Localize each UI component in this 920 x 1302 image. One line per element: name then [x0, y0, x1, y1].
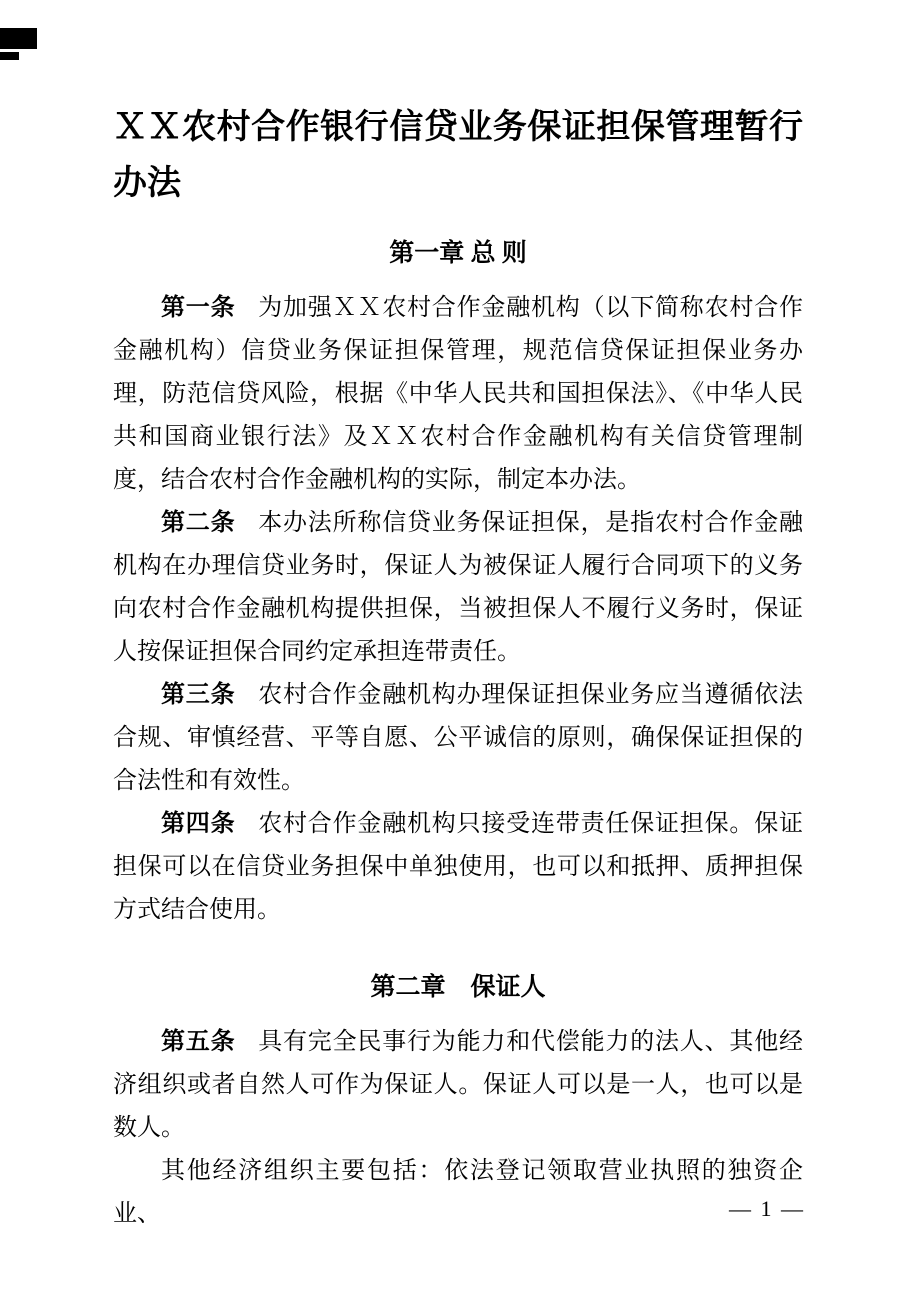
article-5-label: 第五条 — [161, 1029, 236, 1055]
article-1-paragraph — [113, 287, 803, 502]
article-2-label: 第二条 — [161, 510, 236, 536]
scan-artifact-icon — [0, 52, 19, 60]
article-2-text: 本办法所称信贷业务保证担保，是指农村合作金融机构在办理信贷业务时，保证人为被保证人履行合同项下的义务向农村合作金融机构提供担保，当被担保人不履行义务时，保证人按保证担保合同约定承担连带责任。 — [113, 510, 804, 665]
article-1-text: 为加强ＸＸ农村合作金融机构（以下简称农村合作金融机构）信贷业务保证担保管理，规范信贷保证担保业务办理，防范信贷风险，根据《中华人民共和国担保法》、《中华人民共和国商业银行法》及ＸＸ农村合作金融机构有关信贷管理制度，结合农村合作金融机构的实际，制定本办法。 — [113, 295, 804, 493]
page-number: — 1 — — [729, 1196, 805, 1221]
article-3-paragraph — [113, 674, 803, 803]
article-4-label: 第四条 — [161, 811, 236, 837]
continuation-text: 其他经济组织主要包括：依法登记领取营业执照的独资企业、 — [113, 1158, 803, 1227]
article-2-paragraph — [113, 502, 803, 674]
article-3-text: 农村合作金融机构办理保证担保业务应当遵循依法合规、审慎经营、平等自愿、公平诚信的原则，确保保证担保的合法性和有效性。 — [113, 682, 804, 794]
article-4-paragraph — [113, 803, 803, 932]
chapter-1-heading: 第一章 总 则 — [389, 240, 527, 267]
scan-artifact-icon — [0, 28, 37, 49]
chapter-2-heading: 第二章 保证人 — [370, 974, 546, 1001]
article-3-label: 第三条 — [161, 682, 236, 708]
continuation-paragraph — [113, 1150, 803, 1236]
article-5-paragraph — [113, 1021, 803, 1150]
article-1-label: 第一条 — [161, 295, 236, 321]
article-4-text: 农村合作金融机构只接受连带责任保证担保。保证担保可以在信贷业务担保中单独使用，也可以和抵押、质押担保方式结合使用。 — [113, 811, 804, 923]
article-5-text: 具有完全民事行为能力和代偿能力的法人、其他经济组织或者自然人可作为保证人。保证人可以是一人，也可以是数人。 — [113, 1029, 804, 1141]
document-title: ＸＸ农村合作银行信贷业务保证担保管理暂行办法 — [113, 109, 803, 202]
